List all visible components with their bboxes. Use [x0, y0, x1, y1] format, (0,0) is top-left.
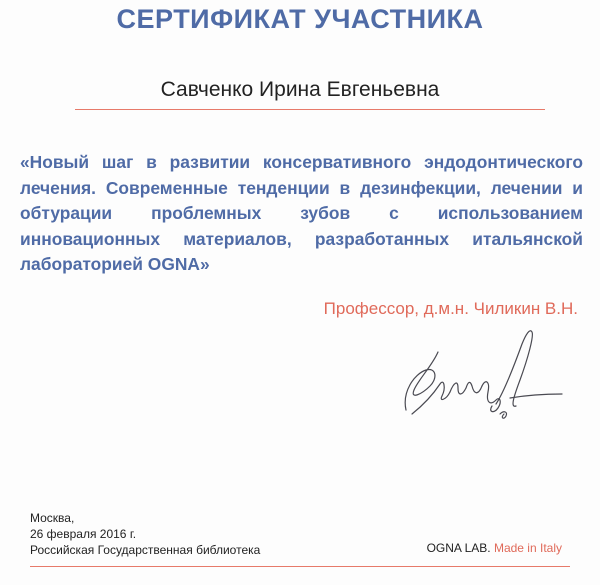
- event-venue: Российская Государственная библиотека: [30, 543, 261, 557]
- made-in-label: Made in Italy: [493, 541, 562, 555]
- participant-name: Савченко Ирина Евгеньевна: [160, 78, 440, 101]
- lecturer-name: Профессор, д.м.н. Чиликин В.Н.: [323, 299, 578, 318]
- event-city: Москва,: [30, 511, 75, 525]
- brand-mark: [427, 541, 562, 555]
- name-underline: [75, 109, 545, 110]
- event-date: 26 февраля 2016 г.: [30, 527, 137, 541]
- certificate-title: СЕРТИФИКАТ УЧАСТНИКА: [116, 4, 484, 34]
- signature-icon: [392, 322, 567, 432]
- bottom-rule: [30, 566, 570, 567]
- brand-name: OGNA LAB.: [426, 541, 491, 555]
- seminar-topic: «Новый шаг в развитии консервативного эндодонтического лечения. Современные тенденции в дезинфекции, лечении и обтурации проблемных зубов с использованием инновационных материалов, разработанных итальянской лабораторией OGNA»: [20, 152, 583, 274]
- event-details: [30, 510, 260, 558]
